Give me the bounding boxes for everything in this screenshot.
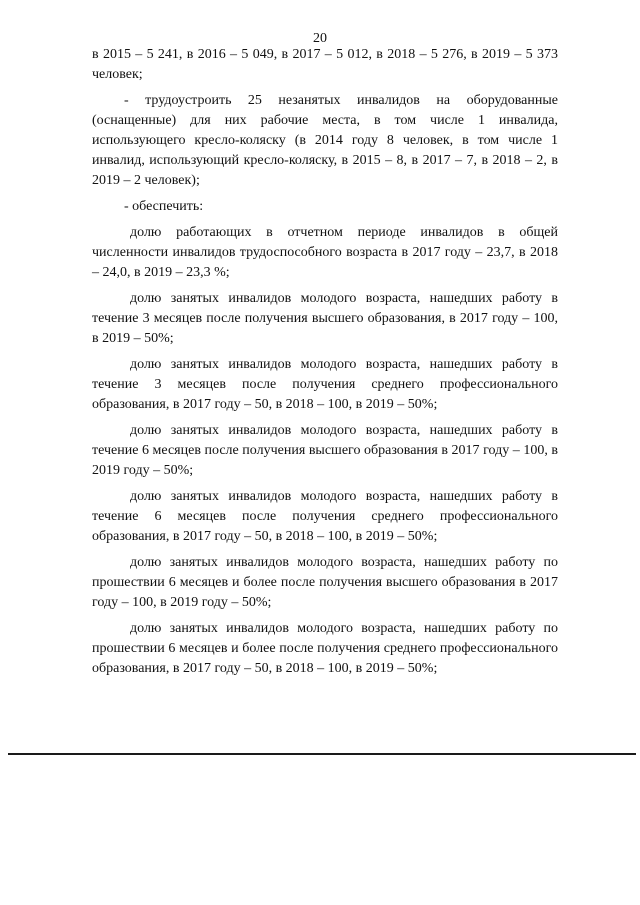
paragraph-youth-3m-higher: долю занятых инвалидов молодого возраста, нашедших работу в течение 3 месяцев после получения высшего образования, в 2017 году – 100, в 2019 – 50%;: [92, 291, 558, 346]
document-body: [92, 45, 558, 685]
paragraph-youth-6m-higher: долю занятых инвалидов молодого возраста, нашедших работу в течение 6 месяцев после получения высшего образования в 2017 году – 100, в 2019 году – 50%;: [92, 423, 558, 478]
paragraph-youth-after-6m-higher: долю занятых инвалидов молодого возраста, нашедших работу по прошествии 6 месяцев и более после получения высшего образования в 2017 году – 100, в 2019 году – 50%;: [92, 555, 558, 610]
page-number: 20: [313, 31, 327, 46]
paragraph-youth-after-6m-vocational: долю занятых инвалидов молодого возраста, нашедших работу по прошествии 6 месяцев и более после получения среднего профессионального образования, в 2017 году – 50, в 2018 – 100, в 2019 – 50%;: [92, 621, 558, 676]
paragraph-ensure-heading: - обеспечить:: [124, 199, 204, 214]
paragraph-continuation: в 2015 – 5 241, в 2016 – 5 049, в 2017 – 5 012, в 2018 – 5 276, в 2019 – 5 373 человек;: [92, 47, 558, 82]
paragraph-working-share: долю работающих в отчетном периоде инвалидов в общей численности инвалидов трудоспособного возраста в 2017 году – 23,7, в 2018 – 24,0, в 2019 – 23,3 %;: [92, 225, 558, 280]
paragraph-youth-6m-vocational: долю занятых инвалидов молодого возраста, нашедших работу в течение 6 месяцев после получения среднего профессионального образования, в 2017 году – 50, в 2018 – 100, в 2019 – 50%;: [92, 489, 558, 544]
paragraph-employ-disabled: - трудоустроить 25 незанятых инвалидов на оборудованные (оснащенные) для них рабочие места, в том числе 1 инвалида, использующего кресло-коляску (в 2014 году 8 человек, в том числе 1 инвалид, использующий кресло-коляску, в 2015 – 8, в 2017 – 7, в 2018 – 2, в 2019 – 2 человек);: [92, 93, 558, 188]
footer-divider: [8, 753, 636, 755]
paragraph-youth-3m-vocational: долю занятых инвалидов молодого возраста, нашедших работу в течение 3 месяцев после получения среднего профессионального образования, в 2017 году – 50, в 2018 – 100, в 2019 – 50%;: [92, 357, 558, 412]
